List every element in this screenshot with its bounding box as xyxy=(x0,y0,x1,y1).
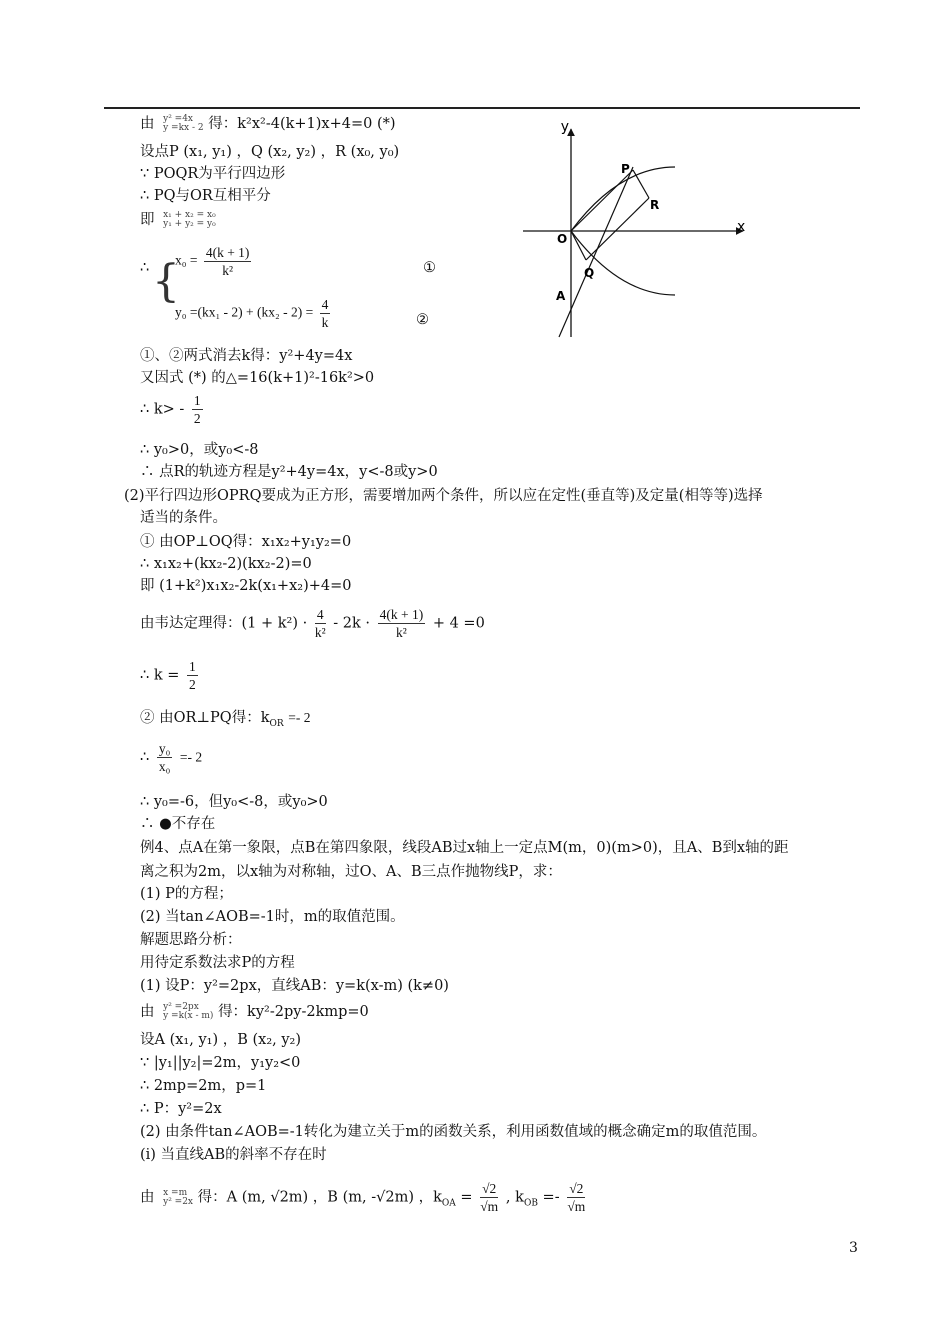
system-therefore: ∴ xyxy=(140,260,150,276)
analysis-title: 解题思路分析： xyxy=(140,932,242,948)
line-k-range: ∴ k> - $\frac{1}{2}$ xyxy=(140,393,201,426)
line-midpoint-system: 即 x₁ + x₂ = x₀ y₁ + y₂ = y₀ xyxy=(140,210,216,229)
equation-1: x₀ = $\frac{4(k + 1)}{\text{k²}}$ xyxy=(175,245,250,278)
solution-step-4: ∵ |y₁||y₂|=2m，y₁y₂<0 xyxy=(140,1055,301,1071)
line-bisect: ∴ PQ与OR互相平分 xyxy=(140,188,271,204)
label-q: Q xyxy=(584,266,595,280)
line-not-exist: ∴ ●不存在 xyxy=(140,816,216,832)
segment-op xyxy=(571,170,633,231)
line-expand: 即 (1+k²)x₁x₂-2k(x₁+x₂)+4=0 xyxy=(140,578,352,594)
line-apq xyxy=(559,167,633,337)
line-substitute: ∴ x₁x₂+(kx₂-2)(kx₂-2)=0 xyxy=(140,556,312,572)
system-brace: { xyxy=(152,256,180,307)
line-perp-op-oq: ① 由OP⊥OQ得：x₁x₂+y₁y₂=0 xyxy=(140,534,352,550)
segment-pr xyxy=(633,170,649,198)
example4-statement-a: 例4、点A在第一象限，点B在第四象限，线段AB过x轴上一定点M(m，0)(m>0)，且A、B到x轴的距 xyxy=(140,840,789,856)
line-ratio: ∴ $\frac{\text{y₀}}{\text{x₀}}$ =- 2 xyxy=(140,741,203,774)
line-y0-range: ∴ y₀>0，或y₀<-8 xyxy=(140,442,259,458)
line-vieta: 由韦达定理得：(1 + k²) · $\frac{4}{\text{k²}}$ - 2k · $\frac{4(k + 1)}{\text{k²}}$ + 4 =0 xyxy=(140,607,485,640)
part2-intro-a: (2)平行四边形OPRQ要成为正方形，需要增加两个条件，所以应在定性(垂直等)及定量(相等等)选择 xyxy=(124,488,763,504)
solution-step-9: 由 x =m y² =2x 得：A (m, √2m) ，B (m, -√2m) ，$k_{OA}$ = $\frac{√2}{√m}$ , $k_{OB}$ =- $\frac{√2}{√m}$ xyxy=(140,1181,586,1214)
segment-oq xyxy=(571,231,586,260)
label-p: P xyxy=(621,162,630,176)
line-y0-contradiction: ∴ y₀=-6，但y₀<-8，或y₀>0 xyxy=(140,794,328,810)
solution-step-8: (i) 当直线AB的斜率不存在时 xyxy=(140,1147,327,1163)
line-locus: ∴ 点R的轨迹方程是y²+4y=4x，y<-8或y>0 xyxy=(140,464,438,480)
method-line: 用待定系数法求P的方程 xyxy=(140,955,295,971)
header-rule xyxy=(104,107,860,109)
example4-statement-b: 离之积为2m，以x轴为对称轴，过O、A、B三点作抛物线P，求： xyxy=(140,864,562,880)
line-parallelogram: ∵ POQR为平行四边形 xyxy=(140,166,286,182)
solution-step-2: 由 y² =2px y =k(x - m) 得：ky²-2py-2kmp=0 xyxy=(140,1002,369,1021)
line-eliminate: ①、②两式消去k得：y²+4y=4x xyxy=(140,348,353,364)
solution-step-1: (1) 设P：y²=2px，直线AB：y=k(x-m) (k≠0) xyxy=(140,978,449,994)
solution-step-5: ∴ 2mp=2m，p=1 xyxy=(140,1078,267,1094)
label-x: x xyxy=(737,219,746,235)
line-points: 设点P (x₁, y₁) ，Q (x₂, y₂) ，R (x₀, y₀) xyxy=(140,144,400,160)
line-system-intersection: 由 y² =4x y =kx - 2 得：k²x²-4(k+1)x+4=0 (*) xyxy=(140,114,396,133)
label-o: O xyxy=(557,232,568,246)
line-perp-or-pq: ② 由OR⊥PQ得：$k_{OR} =- 2$ xyxy=(140,710,311,729)
equation-2-tag: ② xyxy=(416,312,429,328)
example4-question-2: (2) 当tan∠AOB=-1时，m的取值范围。 xyxy=(140,909,405,925)
page-number: 3 xyxy=(849,1240,858,1256)
equation-2: y₀ =(kx₁ - 2) + (kx₂ - 2) = $\frac{4}{k}$ xyxy=(175,297,329,330)
label-r: R xyxy=(650,198,660,212)
line-k-value: ∴ k = $\frac{1}{2}$ xyxy=(140,659,196,692)
parabola-figure xyxy=(515,115,755,345)
label-y: y xyxy=(560,119,569,135)
part2-intro-b: 适当的条件。 xyxy=(140,510,227,526)
equation-1-tag: ① xyxy=(423,260,436,276)
label-a: A xyxy=(556,289,566,303)
solution-step-7: (2) 由条件tan∠AOB=-1转化为建立关于m的函数关系，利用函数值域的概念确定m的取值范围。 xyxy=(140,1124,767,1140)
solution-step-3: 设A (x₁, y₁) ，B (x₂, y₂) xyxy=(140,1032,302,1048)
solution-step-6: ∴ P：y²=2x xyxy=(140,1101,222,1117)
example4-question-1: (1) P的方程； xyxy=(140,886,233,902)
line-discriminant: 又因式 (*) 的△=16(k+1)²-16k²>0 xyxy=(140,370,375,386)
